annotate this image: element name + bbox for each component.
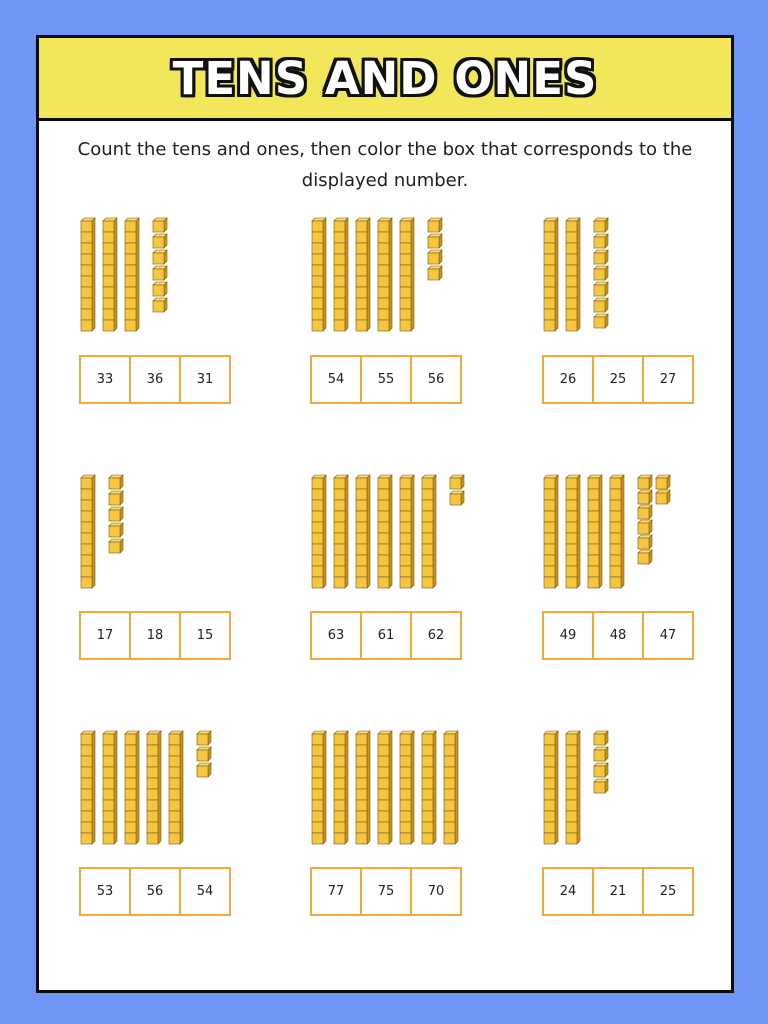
answer-box[interactable]: 77 xyxy=(312,869,362,914)
one-cube xyxy=(594,218,608,232)
ten-rod xyxy=(125,731,139,844)
one-cube xyxy=(638,520,652,534)
answer-box[interactable]: 26 xyxy=(544,357,594,402)
answer-box[interactable]: 53 xyxy=(81,869,131,914)
ten-rod xyxy=(610,475,624,588)
answer-box[interactable]: 70 xyxy=(427,884,445,899)
answer-box[interactable]: 36 xyxy=(131,357,181,402)
answer-box[interactable]: 18 xyxy=(131,613,181,658)
answer-box[interactable]: 33 xyxy=(81,357,131,402)
one-cube xyxy=(594,747,608,761)
one-cube xyxy=(594,779,608,793)
instructions: Count the tens and ones, then color the box that corresponds to the displayed number. xyxy=(77,139,693,191)
ten-rod xyxy=(147,731,161,844)
ten-rod xyxy=(103,218,117,331)
base-ten-blocks xyxy=(79,728,239,853)
one-cube xyxy=(153,218,167,232)
answer-box[interactable]: 56 xyxy=(427,372,445,387)
answer-choices xyxy=(542,867,694,916)
answer-box[interactable]: 55 xyxy=(362,357,412,402)
one-cube xyxy=(153,298,167,312)
ten-rod xyxy=(312,218,326,331)
one-cube xyxy=(428,250,442,264)
one-cube xyxy=(197,731,211,745)
worksheet xyxy=(36,35,734,993)
base-ten-blocks xyxy=(310,728,470,853)
ten-rod xyxy=(81,218,95,331)
ten-rod xyxy=(544,475,558,588)
answer-choices xyxy=(542,355,694,404)
ten-rod xyxy=(378,475,392,588)
one-cube xyxy=(197,763,211,777)
answer-box[interactable]: 61 xyxy=(362,613,412,658)
answer-box[interactable]: 25 xyxy=(659,884,677,899)
one-cube xyxy=(153,250,167,264)
one-cube xyxy=(109,491,123,505)
one-cube xyxy=(594,250,608,264)
base-ten-blocks xyxy=(310,472,470,597)
ten-rod xyxy=(125,218,139,331)
one-cube xyxy=(656,475,670,489)
ten-rod xyxy=(334,731,348,844)
one-cube xyxy=(428,218,442,232)
answer-box[interactable]: 62 xyxy=(427,628,445,643)
answer-box[interactable]: 75 xyxy=(362,869,412,914)
answer-box[interactable]: 48 xyxy=(594,613,644,658)
one-cube xyxy=(594,298,608,312)
ten-rod xyxy=(400,475,414,588)
ten-rod xyxy=(566,218,580,331)
ten-rod xyxy=(444,731,458,844)
title-banner xyxy=(39,38,731,121)
base-ten-blocks xyxy=(542,215,702,340)
answer-box[interactable]: 21 xyxy=(594,869,644,914)
answer-box[interactable]: 31 xyxy=(196,372,214,387)
one-cube xyxy=(638,535,652,549)
answer-choices xyxy=(310,611,462,660)
ten-rod xyxy=(81,731,95,844)
ten-rod xyxy=(422,731,436,844)
page-title: TENS AND ONES xyxy=(172,51,598,105)
one-cube xyxy=(428,234,442,248)
answer-box[interactable]: 47 xyxy=(659,628,677,643)
base-ten-blocks xyxy=(79,215,239,340)
answer-box[interactable]: 17 xyxy=(81,613,131,658)
answer-box[interactable]: 56 xyxy=(131,869,181,914)
answer-choices xyxy=(310,867,462,916)
one-cube xyxy=(153,282,167,296)
answer-box[interactable]: 54 xyxy=(312,357,362,402)
one-cube xyxy=(153,266,167,280)
answer-box[interactable]: 25 xyxy=(594,357,644,402)
answer-choices xyxy=(310,355,462,404)
one-cube xyxy=(153,234,167,248)
one-cube xyxy=(638,475,652,489)
answer-box[interactable]: 63 xyxy=(312,613,362,658)
one-cube xyxy=(197,747,211,761)
one-cube xyxy=(594,282,608,296)
ten-rod xyxy=(566,475,580,588)
ten-rod xyxy=(400,731,414,844)
ten-rod xyxy=(422,475,436,588)
one-cube xyxy=(594,731,608,745)
one-cube xyxy=(594,314,608,328)
answer-choices xyxy=(79,867,231,916)
one-cube xyxy=(594,266,608,280)
one-cube xyxy=(109,523,123,537)
answer-box[interactable]: 49 xyxy=(544,613,594,658)
ten-rod xyxy=(356,731,370,844)
one-cube xyxy=(109,475,123,489)
ten-rod xyxy=(378,731,392,844)
ten-rod xyxy=(356,218,370,331)
one-cube xyxy=(638,490,652,504)
ten-rod xyxy=(334,475,348,588)
ten-rod xyxy=(81,475,95,588)
one-cube xyxy=(428,266,442,280)
one-cube xyxy=(594,234,608,248)
answer-box[interactable]: 54 xyxy=(196,884,214,899)
base-ten-blocks xyxy=(310,215,470,340)
ten-rod xyxy=(400,218,414,331)
one-cube xyxy=(656,490,670,504)
answer-choices xyxy=(79,611,231,660)
answer-choices xyxy=(79,355,231,404)
ten-rod xyxy=(544,218,558,331)
ten-rod xyxy=(312,731,326,844)
one-cube xyxy=(638,505,652,519)
ten-rod xyxy=(169,731,183,844)
ten-rod xyxy=(334,218,348,331)
ten-rod xyxy=(356,475,370,588)
one-cube xyxy=(638,550,652,564)
ten-rod xyxy=(103,731,117,844)
base-ten-blocks xyxy=(542,728,702,853)
one-cube xyxy=(109,507,123,521)
ten-rod xyxy=(378,218,392,331)
ten-rod xyxy=(566,731,580,844)
ten-rod xyxy=(312,475,326,588)
one-cube xyxy=(450,475,464,489)
base-ten-blocks xyxy=(79,472,239,597)
one-cube xyxy=(109,539,123,553)
base-ten-blocks xyxy=(542,472,702,597)
answer-box[interactable]: 15 xyxy=(196,628,214,643)
answer-box[interactable]: 24 xyxy=(544,869,594,914)
ten-rod xyxy=(544,731,558,844)
one-cube xyxy=(450,491,464,505)
ten-rod xyxy=(588,475,602,588)
answer-choices xyxy=(542,611,694,660)
answer-box[interactable]: 27 xyxy=(659,372,677,387)
one-cube xyxy=(594,763,608,777)
